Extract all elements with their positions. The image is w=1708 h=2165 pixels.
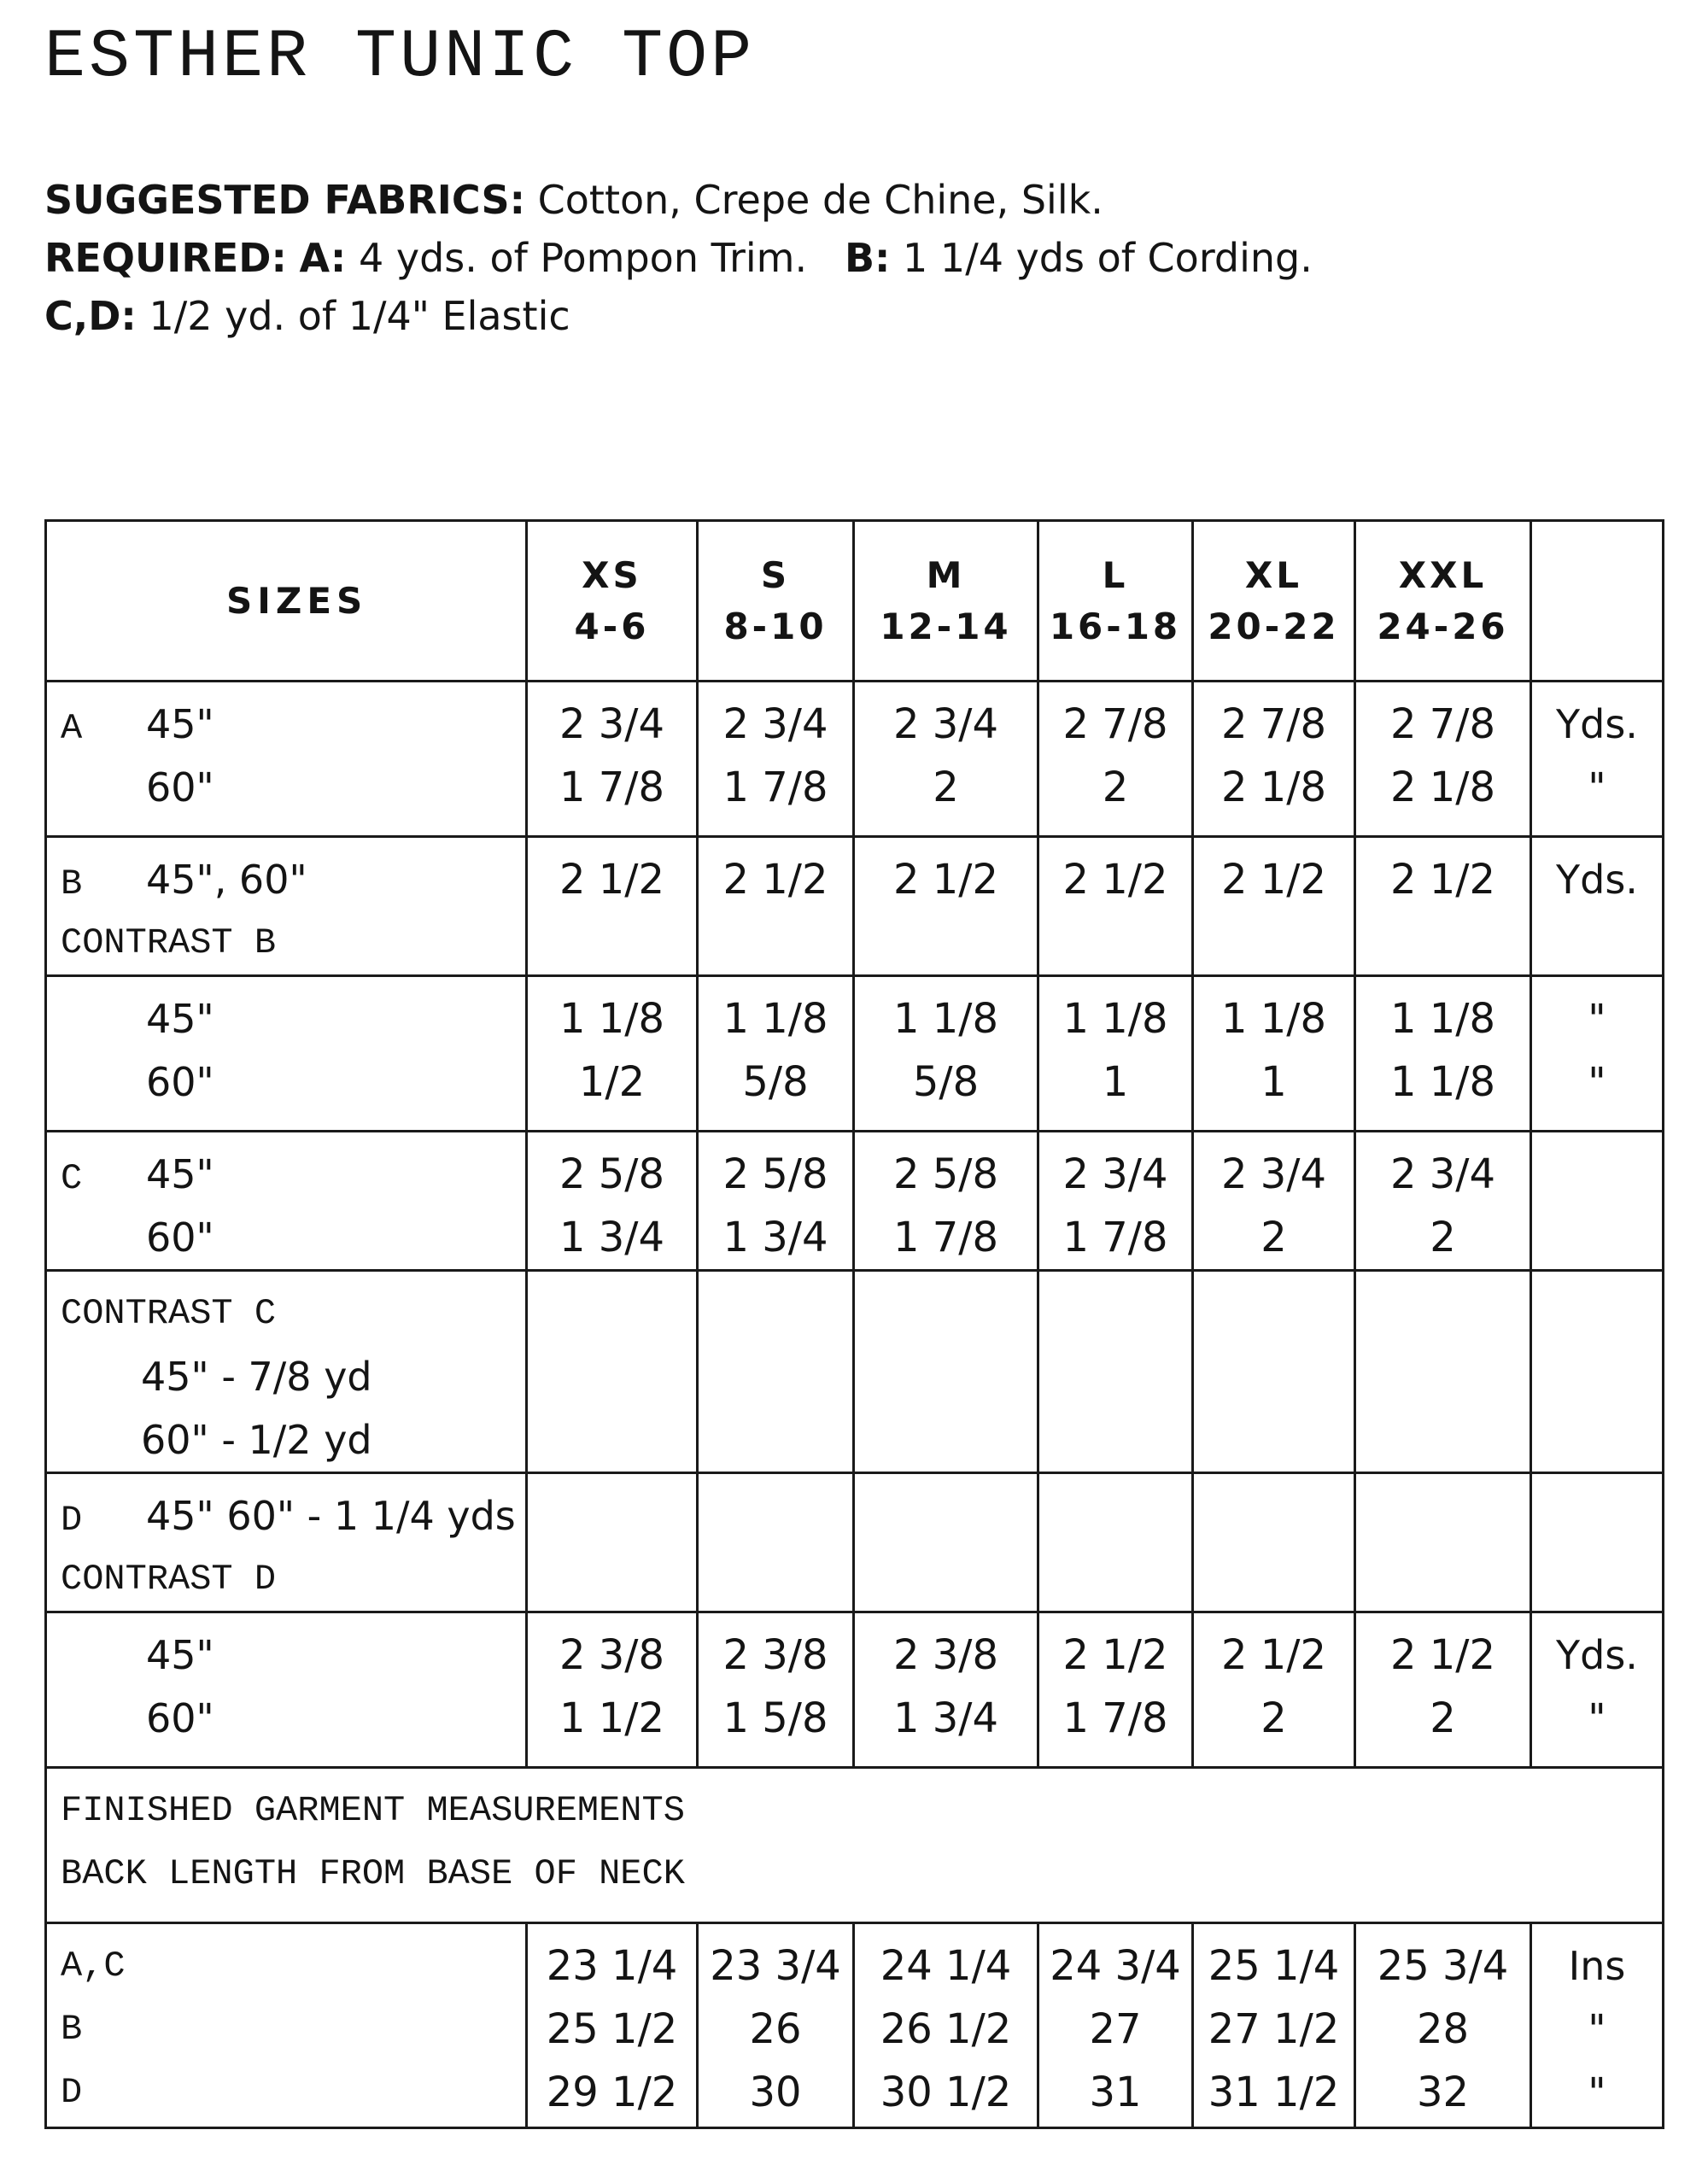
row-finished-header bbox=[46, 1768, 1664, 1923]
value-cell: 2 1/2 2 bbox=[1355, 1612, 1531, 1768]
row-view-d bbox=[46, 1473, 1664, 1612]
header-row bbox=[46, 521, 1664, 682]
view-tag: B bbox=[61, 863, 83, 904]
value-cell bbox=[698, 1271, 854, 1473]
contrast-yardage: 45" - 7/8 yd bbox=[141, 1354, 372, 1400]
finished-measurements-header bbox=[46, 1768, 1664, 1923]
page-title: ESTHER TUNIC TOP bbox=[44, 19, 756, 97]
value-cell: 2 1/2 bbox=[698, 837, 854, 976]
unit-cell: Yds. bbox=[1531, 837, 1664, 976]
row-finished-values bbox=[46, 1923, 1664, 2128]
value-cell bbox=[527, 1473, 698, 1612]
value-cell bbox=[854, 1473, 1038, 1612]
size-range: 8-10 bbox=[723, 605, 828, 647]
row-label bbox=[46, 976, 527, 1132]
required-a-value: 4 yds. of Pompon Trim. bbox=[358, 235, 808, 281]
value-cell bbox=[1193, 1473, 1355, 1612]
unit-cell: Yds. " bbox=[1531, 682, 1664, 837]
size-header bbox=[1193, 521, 1355, 682]
value-cell bbox=[854, 1271, 1038, 1473]
unit-cell: Ins " " bbox=[1531, 1923, 1664, 2128]
value-cell: 2 1/2 bbox=[527, 837, 698, 976]
value-cell: 1 1/8 1/2 bbox=[527, 976, 698, 1132]
unit-cell bbox=[1531, 1271, 1664, 1473]
value-cell: 25 3/4 28 32 bbox=[1355, 1923, 1531, 2128]
view-d-yardage: 45" 60" - 1 1/4 yds bbox=[146, 1493, 516, 1539]
value-cell: 2 3/4 1 7/8 bbox=[698, 682, 854, 837]
suggested-fabrics-label: SUGGESTED FABRICS: bbox=[44, 177, 526, 223]
size-name: XS bbox=[582, 553, 642, 596]
size-range: 24-26 bbox=[1377, 605, 1509, 647]
value-cell: 2 3/4 2 bbox=[1193, 1132, 1355, 1271]
value-cell: 2 1/2 1 7/8 bbox=[1038, 1612, 1193, 1768]
value-cell: 24 1/4 26 1/2 30 1/2 bbox=[854, 1923, 1038, 2128]
yardage-table bbox=[44, 519, 1664, 2129]
size-range: 16-18 bbox=[1049, 605, 1182, 647]
fabric-width: 45" bbox=[146, 701, 214, 747]
value-cell: 1 1/8 1 bbox=[1038, 976, 1193, 1132]
value-cell: 2 3/4 1 7/8 bbox=[1038, 1132, 1193, 1271]
value-cell bbox=[1193, 1271, 1355, 1473]
value-cell bbox=[1355, 1473, 1531, 1612]
size-name: XL bbox=[1244, 553, 1303, 596]
size-header bbox=[854, 521, 1038, 682]
fabric-width: 45" bbox=[146, 996, 214, 1042]
value-cell: 2 3/8 1 3/4 bbox=[854, 1612, 1038, 1768]
value-cell: 25 1/4 27 1/2 31 1/2 bbox=[1193, 1923, 1355, 2128]
value-cell bbox=[698, 1473, 854, 1612]
value-cell: 23 3/4 26 30 bbox=[698, 1923, 854, 2128]
value-cell: 23 1/4 25 1/2 29 1/2 bbox=[527, 1923, 698, 2128]
value-cell: 2 5/8 1 7/8 bbox=[854, 1132, 1038, 1271]
suggested-fabrics-value: Cotton, Crepe de Chine, Silk. bbox=[537, 177, 1103, 223]
row-contrast-c bbox=[46, 1271, 1664, 1473]
value-cell: 2 7/8 2 1/8 bbox=[1193, 682, 1355, 837]
value-cell: 2 1/2 bbox=[854, 837, 1038, 976]
row-label bbox=[46, 837, 527, 976]
row-view-c bbox=[46, 1132, 1664, 1271]
fabric-width: 45", 60" bbox=[146, 857, 307, 903]
size-range: 20-22 bbox=[1208, 605, 1340, 647]
size-name: L bbox=[1102, 553, 1129, 596]
contrast-yardage: 60" - 1/2 yd bbox=[141, 1417, 372, 1463]
value-cell: 2 3/4 2 bbox=[1355, 1132, 1531, 1271]
contrast-label: CONTRAST B bbox=[61, 922, 277, 963]
size-header bbox=[527, 521, 698, 682]
row-label bbox=[46, 1271, 527, 1473]
value-cell bbox=[1038, 1271, 1193, 1473]
finished-title: FINISHED GARMENT MEASUREMENTS bbox=[61, 1790, 685, 1831]
size-header bbox=[698, 521, 854, 682]
contrast-label: CONTRAST C bbox=[61, 1293, 277, 1334]
required-cd-value: 1/2 yd. of 1/4" Elastic bbox=[149, 293, 570, 339]
fabric-width: 60" bbox=[146, 1695, 214, 1741]
value-cell: 2 7/8 2 1/8 bbox=[1355, 682, 1531, 837]
size-header bbox=[1355, 521, 1531, 682]
required-cd-label: C,D: bbox=[44, 293, 137, 339]
value-cell: 2 1/2 bbox=[1038, 837, 1193, 976]
row-view-b bbox=[46, 837, 1664, 976]
unit-cell bbox=[1531, 1132, 1664, 1271]
value-cell: 2 5/8 1 3/4 bbox=[698, 1132, 854, 1271]
unit-cell: Yds. " bbox=[1531, 1612, 1664, 1768]
suggested-fabrics-line bbox=[44, 171, 1313, 229]
unit-cell: " " bbox=[1531, 976, 1664, 1132]
value-cell: 2 3/4 1 7/8 bbox=[527, 682, 698, 837]
required-a-label: A: bbox=[299, 235, 347, 281]
view-tag: A bbox=[61, 708, 83, 749]
sizes-label: SIZES bbox=[46, 521, 527, 682]
fabric-width: 45" bbox=[146, 1632, 214, 1678]
row-contrast-b bbox=[46, 976, 1664, 1132]
fabric-width: 60" bbox=[146, 764, 214, 810]
size-name: S bbox=[760, 553, 791, 596]
value-cell: 1 1/8 1 bbox=[1193, 976, 1355, 1132]
size-header bbox=[1038, 521, 1193, 682]
row-label bbox=[46, 682, 527, 837]
fabric-info bbox=[44, 171, 1313, 345]
unit-header bbox=[1531, 521, 1664, 682]
value-cell: 2 5/8 1 3/4 bbox=[527, 1132, 698, 1271]
size-name: XXL bbox=[1398, 553, 1488, 596]
row-label bbox=[46, 1612, 527, 1768]
value-cell: 2 3/8 1 5/8 bbox=[698, 1612, 854, 1768]
value-cell: 1 1/8 5/8 bbox=[854, 976, 1038, 1132]
value-cell: 1 1/8 1 1/8 bbox=[1355, 976, 1531, 1132]
row-view-a bbox=[46, 682, 1664, 837]
view-tag: D bbox=[61, 1500, 83, 1541]
value-cell: 24 3/4 27 31 bbox=[1038, 1923, 1193, 2128]
required-b-label: B: bbox=[844, 235, 891, 281]
size-range: 4-6 bbox=[574, 605, 650, 647]
size-name: M bbox=[926, 553, 966, 596]
value-cell: 2 1/2 2 bbox=[1193, 1612, 1355, 1768]
size-range: 12-14 bbox=[880, 605, 1012, 647]
value-cell bbox=[1038, 1473, 1193, 1612]
value-cell: 2 1/2 bbox=[1193, 837, 1355, 976]
row-contrast-d bbox=[46, 1612, 1664, 1768]
value-cell: 2 3/4 2 bbox=[854, 682, 1038, 837]
fabric-width: 60" bbox=[146, 1059, 214, 1105]
value-cell bbox=[527, 1271, 698, 1473]
value-cell bbox=[1355, 1271, 1531, 1473]
value-cell: 2 1/2 bbox=[1355, 837, 1531, 976]
required-line bbox=[44, 229, 1313, 287]
required-cd-line bbox=[44, 287, 1313, 345]
unit-cell bbox=[1531, 1473, 1664, 1612]
row-label: A,C B D bbox=[46, 1923, 527, 2128]
value-cell: 1 1/8 5/8 bbox=[698, 976, 854, 1132]
view-tag: C bbox=[61, 1158, 83, 1199]
contrast-label: CONTRAST D bbox=[61, 1559, 277, 1600]
required-b-value: 1 1/4 yds of Cording. bbox=[903, 235, 1313, 281]
required-label: REQUIRED: bbox=[44, 235, 287, 281]
fabric-width: 60" bbox=[146, 1214, 214, 1261]
row-label bbox=[46, 1132, 527, 1271]
finished-subtitle: BACK LENGTH FROM BASE OF NECK bbox=[61, 1853, 685, 1894]
value-cell: 2 7/8 2 bbox=[1038, 682, 1193, 837]
fabric-width: 45" bbox=[146, 1151, 214, 1197]
value-cell: 2 3/8 1 1/2 bbox=[527, 1612, 698, 1768]
row-label bbox=[46, 1473, 527, 1612]
